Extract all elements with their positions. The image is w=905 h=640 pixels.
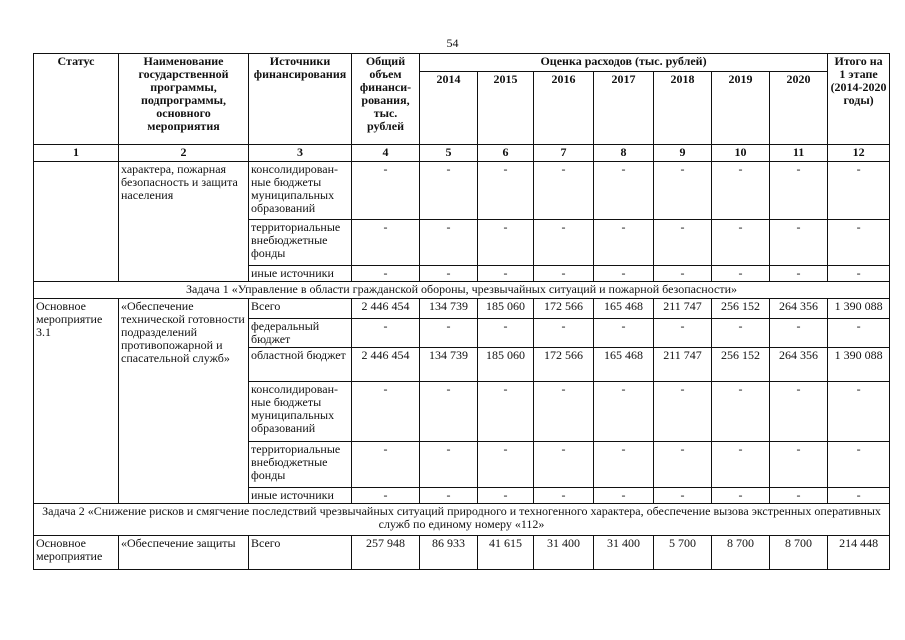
funding-source-cell: федеральный бюджет [249, 319, 352, 348]
value-cell: 264 356 [770, 299, 828, 319]
header-year: 2017 [594, 72, 654, 145]
value-cell: - [534, 266, 594, 282]
program-name-cell: характера, пожарная безопасность и защита населения [119, 162, 249, 282]
column-number: 3 [249, 145, 352, 162]
value-cell: 8 700 [712, 536, 770, 570]
value-cell: 2 446 454 [352, 348, 420, 382]
value-cell: - [828, 162, 890, 220]
value-cell: - [594, 319, 654, 348]
value-cell: - [478, 319, 534, 348]
column-number: 7 [534, 145, 594, 162]
status-cell [34, 162, 119, 282]
value-cell: 5 700 [654, 536, 712, 570]
header-expense-estimate: Оценка расходов (тыс. рублей) [420, 54, 828, 72]
column-number-row [34, 145, 890, 162]
value-cell: - [654, 220, 712, 266]
column-number: 12 [828, 145, 890, 162]
column-number: 11 [770, 145, 828, 162]
value-cell: - [654, 266, 712, 282]
value-cell: 165 468 [594, 348, 654, 382]
header-year: 2020 [770, 72, 828, 145]
value-cell: - [352, 488, 420, 504]
program-name-cell: «Обеспечение технической готовности подразделений противопожарной и спасательной служб» [119, 299, 249, 504]
table-row [34, 536, 890, 570]
value-cell: - [828, 266, 890, 282]
value-cell: - [534, 488, 594, 504]
value-cell: 172 566 [534, 348, 594, 382]
value-cell: - [420, 382, 478, 442]
header-funding-sources: Источники финансирования [249, 54, 352, 145]
value-cell: 2 446 454 [352, 299, 420, 319]
column-number: 1 [34, 145, 119, 162]
value-cell: 185 060 [478, 348, 534, 382]
value-cell: - [352, 382, 420, 442]
value-cell: - [828, 442, 890, 488]
value-cell: 264 356 [770, 348, 828, 382]
task-row [34, 504, 890, 536]
task-row [34, 282, 890, 299]
value-cell: - [594, 220, 654, 266]
value-cell: 41 615 [478, 536, 534, 570]
value-cell: - [420, 319, 478, 348]
page-number: 54 [446, 36, 459, 50]
value-cell: - [352, 162, 420, 220]
header-program-name: Наименование государственной программы, подпрограммы, основного мероприятия [119, 54, 249, 145]
value-cell: - [420, 442, 478, 488]
value-cell: 185 060 [478, 299, 534, 319]
program-name-cell: «Обеспечение защиты [119, 536, 249, 570]
task-title: Задача 1 «Управление в области гражданской обороны, чрезвычайных ситуаций и пожарной безопасности» [34, 282, 890, 299]
value-cell: - [478, 220, 534, 266]
value-cell: - [478, 162, 534, 220]
value-cell: 134 739 [420, 299, 478, 319]
table-row [34, 299, 890, 319]
header-year: 2018 [654, 72, 712, 145]
value-cell: - [594, 266, 654, 282]
value-cell: - [478, 382, 534, 442]
table-row [34, 162, 890, 220]
funding-source-cell: областной бюджет [249, 348, 352, 382]
value-cell: - [534, 442, 594, 488]
value-cell: 31 400 [594, 536, 654, 570]
column-number: 2 [119, 145, 249, 162]
value-cell: - [594, 442, 654, 488]
value-cell: 134 739 [420, 348, 478, 382]
value-cell: - [594, 382, 654, 442]
value-cell: 86 933 [420, 536, 478, 570]
value-cell: 256 152 [712, 299, 770, 319]
header-year: 2016 [534, 72, 594, 145]
value-cell: - [420, 488, 478, 504]
value-cell: - [828, 382, 890, 442]
value-cell: - [352, 220, 420, 266]
column-number: 5 [420, 145, 478, 162]
value-cell: - [352, 266, 420, 282]
column-number: 9 [654, 145, 712, 162]
header-total-volume: Общий объем финанси-рования, тыс. рублей [352, 54, 420, 145]
value-cell: - [712, 220, 770, 266]
header-stage-total: Итого на 1 этапе (2014-2020 годы) [828, 54, 890, 145]
value-cell: - [478, 488, 534, 504]
value-cell: - [420, 220, 478, 266]
value-cell: 256 152 [712, 348, 770, 382]
funding-source-cell: Всего [249, 299, 352, 319]
value-cell: - [770, 488, 828, 504]
value-cell: - [770, 442, 828, 488]
task-title: Задача 2 «Снижение рисков и смягчение последствий чрезвычайных ситуаций природного и техногенного характера, обеспечение вызова экстренных оперативных служб по единому номеру «112» [34, 504, 890, 536]
funding-source-cell: консолидирован-ные бюджеты муниципальных образований [249, 382, 352, 442]
value-cell: 8 700 [770, 536, 828, 570]
value-cell: - [654, 488, 712, 504]
value-cell: - [770, 220, 828, 266]
value-cell: - [770, 382, 828, 442]
funding-source-cell: иные источники [249, 488, 352, 504]
status-cell: Основное мероприятие [34, 536, 119, 570]
value-cell: - [534, 162, 594, 220]
column-number: 4 [352, 145, 420, 162]
value-cell: - [352, 442, 420, 488]
value-cell: 211 747 [654, 348, 712, 382]
value-cell: - [712, 488, 770, 504]
value-cell: - [534, 220, 594, 266]
expenditure-table [33, 53, 890, 570]
value-cell: - [594, 162, 654, 220]
value-cell: - [712, 442, 770, 488]
funding-source-cell: территориальные внебюджетные фонды [249, 442, 352, 488]
value-cell: 214 448 [828, 536, 890, 570]
funding-source-cell: территориальные внебюджетные фонды [249, 220, 352, 266]
value-cell: - [712, 319, 770, 348]
value-cell: - [534, 382, 594, 442]
value-cell: 1 390 088 [828, 299, 890, 319]
status-cell: Основное мероприятие 3.1 [34, 299, 119, 504]
value-cell: - [828, 220, 890, 266]
value-cell: 257 948 [352, 536, 420, 570]
column-number: 8 [594, 145, 654, 162]
column-number: 6 [478, 145, 534, 162]
value-cell: 165 468 [594, 299, 654, 319]
header-status: Статус [34, 54, 119, 145]
funding-source-cell: консолидирован-ные бюджеты муниципальных образований [249, 162, 352, 220]
value-cell: 211 747 [654, 299, 712, 319]
header-year: 2015 [478, 72, 534, 145]
value-cell: - [828, 319, 890, 348]
value-cell: - [352, 319, 420, 348]
funding-source-cell: иные источники [249, 266, 352, 282]
value-cell: - [654, 442, 712, 488]
value-cell: - [712, 162, 770, 220]
value-cell: 31 400 [534, 536, 594, 570]
header-year: 2014 [420, 72, 478, 145]
value-cell: - [534, 319, 594, 348]
value-cell: - [770, 319, 828, 348]
value-cell: - [654, 162, 712, 220]
value-cell: - [770, 162, 828, 220]
value-cell: - [770, 266, 828, 282]
value-cell: - [654, 319, 712, 348]
value-cell: - [712, 266, 770, 282]
column-number: 10 [712, 145, 770, 162]
value-cell: 1 390 088 [828, 348, 890, 382]
header-year: 2019 [712, 72, 770, 145]
value-cell: - [828, 488, 890, 504]
funding-source-cell: Всего [249, 536, 352, 570]
value-cell: - [594, 488, 654, 504]
value-cell: - [654, 382, 712, 442]
value-cell: - [478, 442, 534, 488]
value-cell: - [420, 162, 478, 220]
value-cell: - [420, 266, 478, 282]
value-cell: 172 566 [534, 299, 594, 319]
value-cell: - [712, 382, 770, 442]
value-cell: - [478, 266, 534, 282]
